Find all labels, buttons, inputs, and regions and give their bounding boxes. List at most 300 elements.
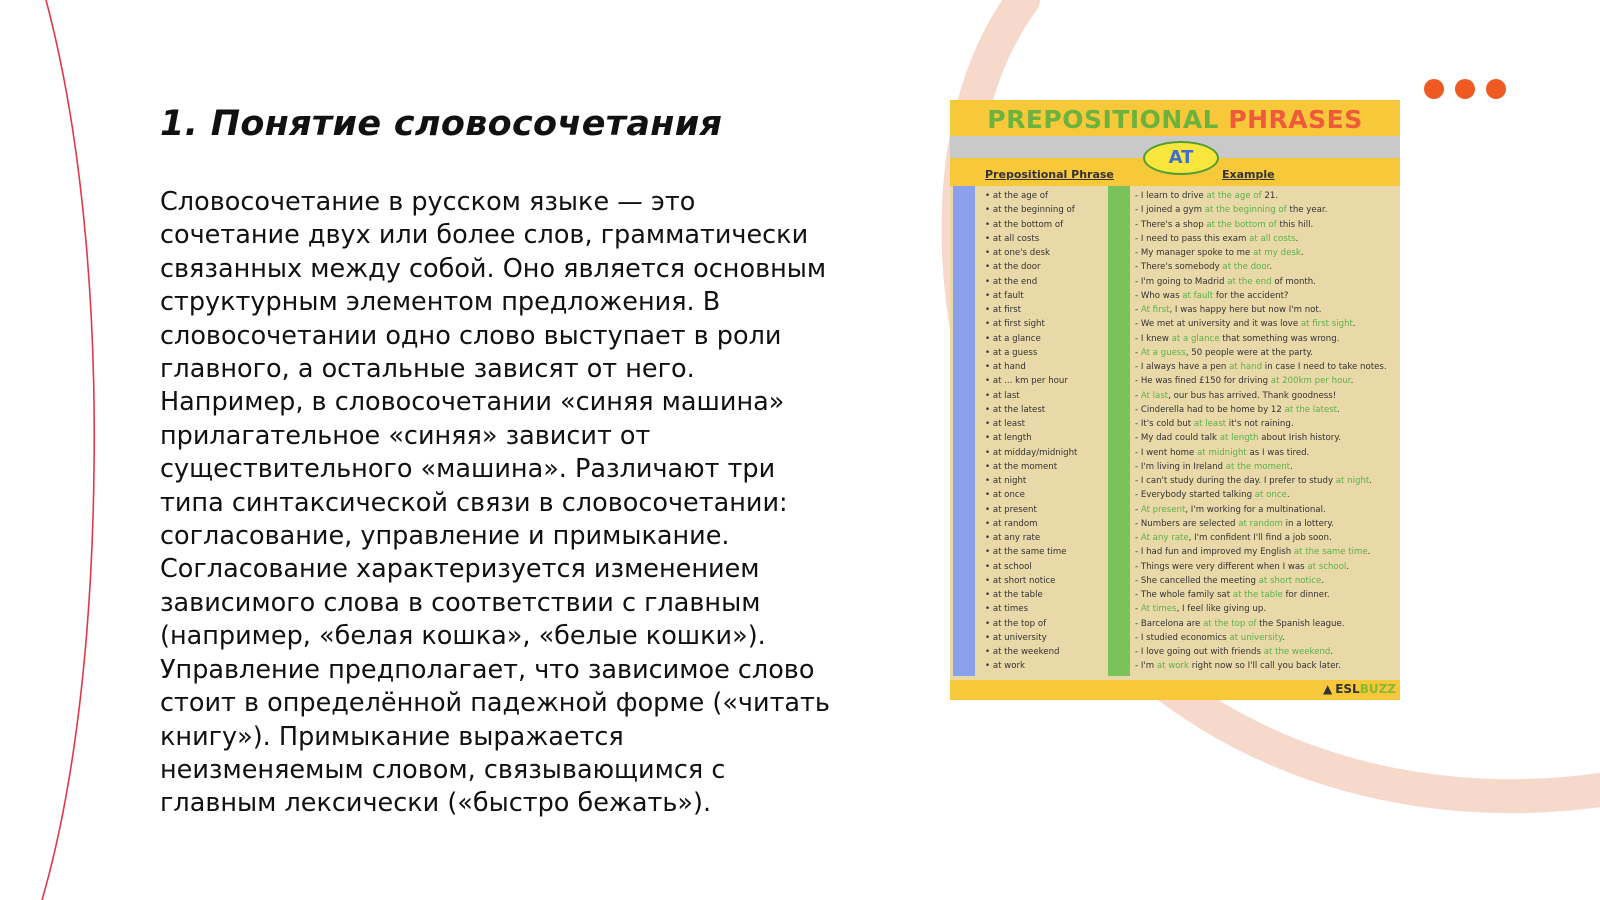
dash-icon: - (1135, 661, 1141, 672)
example-text: I knew (1140, 333, 1172, 344)
example-text: Barcelona are (1140, 618, 1204, 629)
dash-icon: - (1135, 290, 1141, 301)
left-accent-line (42, 0, 94, 900)
example-highlight: at 200km per hour (1270, 376, 1351, 387)
dash-icon: - (1135, 461, 1141, 472)
example-text: for the accident? (1213, 290, 1289, 301)
example-highlight: at the table (1232, 590, 1283, 600)
example-text: . (1269, 262, 1273, 273)
bullet-icon: • (985, 433, 993, 444)
dash-icon: - (1135, 219, 1141, 230)
body-text-line: книгу»). Примыкание выражается (160, 721, 624, 752)
phrase-label: at the top of (992, 618, 1047, 629)
phrase-label: at the same time (992, 547, 1067, 558)
example-sentence (1135, 291, 1289, 301)
example-sentence (1135, 391, 1336, 401)
body-text-line: типа синтаксической связи в словосочетании: (160, 487, 788, 518)
example-sentence (1135, 604, 1266, 614)
bullet-icon: • (985, 518, 993, 529)
phrase-label: at any rate (992, 533, 1041, 543)
bullet-icon: • (985, 248, 993, 258)
example-text: I learn to drive (1140, 191, 1207, 201)
dash-icon: - (1135, 547, 1141, 558)
dash-icon: - (1135, 248, 1141, 258)
dash-icon: - (1135, 647, 1141, 657)
example-highlight: at the door (1222, 262, 1270, 273)
example-text: There's a shop (1140, 219, 1207, 230)
body-text-line: прилагательное «синяя» зависит от (160, 420, 651, 451)
bullet-icon: • (985, 647, 993, 657)
body-text-line: (например, «белая кошка», «белые кошки»). (160, 621, 766, 652)
phrase-row (950, 489, 1400, 503)
example-sentence (1135, 234, 1298, 244)
example-highlight: at random (1238, 518, 1283, 529)
phrase-text (985, 505, 1037, 515)
example-text: I had fun and improved my English (1140, 547, 1294, 558)
dash-icon: - (1135, 376, 1141, 387)
dash-icon: - (1135, 518, 1141, 529)
phrase-label: at ... km per hour (992, 376, 1068, 387)
phrase-row (950, 618, 1400, 632)
phrase-label: at random (992, 518, 1038, 529)
example-text: that something was wrong. (1219, 333, 1340, 344)
body-text-line: неизменяемым словом, связывающимся с (160, 754, 726, 785)
example-highlight: at the bottom of (1206, 219, 1277, 230)
phrase-label: at school (992, 561, 1032, 572)
example-text: . (1350, 376, 1354, 387)
example-sentence (1135, 490, 1290, 500)
example-text: I love going out with friends (1140, 647, 1264, 657)
bullet-icon: • (985, 547, 993, 558)
example-sentence (1135, 519, 1334, 529)
phrase-text (985, 362, 1026, 372)
example-text: She cancelled the meeting (1140, 575, 1259, 586)
example-sentence (1135, 462, 1293, 472)
example-text: I studied economics (1140, 632, 1230, 643)
phrase-text (985, 519, 1038, 529)
body-text-line: Согласование характеризуется изменением (160, 554, 760, 585)
phrase-text (985, 376, 1068, 386)
example-highlight: at my desk (1253, 248, 1301, 258)
body-text-line: зависимого слова в соответствии с главным (160, 587, 761, 618)
dash-icon: - (1135, 276, 1141, 287)
phrase-text (985, 476, 1026, 486)
eslbuzz-logo (1323, 682, 1396, 696)
phrase-row (950, 304, 1400, 318)
dash-icon: - (1135, 604, 1141, 615)
dash-icon: - (1135, 191, 1141, 201)
example-text: , our bus has arrived. Thank goodness! (1168, 390, 1337, 401)
phrase-row (950, 247, 1400, 261)
bullet-icon: • (985, 362, 993, 372)
dash-icon: - (1135, 333, 1141, 344)
example-text: I can't study during the day. I prefer to study (1140, 476, 1336, 486)
phrase-text (985, 604, 1028, 614)
bullet-icon: • (985, 233, 993, 244)
example-sentence (1135, 448, 1309, 458)
example-sentence (1135, 661, 1341, 671)
example-text: I went home (1140, 447, 1198, 458)
example-highlight: at least (1193, 419, 1227, 429)
example-highlight: at school (1307, 561, 1347, 572)
example-text: , I'm working for a multinational. (1185, 504, 1326, 515)
example-highlight: at the top of (1203, 618, 1257, 629)
phrase-label: at the table (992, 590, 1043, 600)
dash-icon: - (1135, 233, 1141, 244)
example-text: My dad could talk (1140, 433, 1220, 444)
infographic-title-word-2: PHRASES (1228, 105, 1363, 134)
phrase-row (950, 575, 1400, 589)
example-highlight: at night (1335, 476, 1370, 486)
example-text: . (1290, 461, 1293, 472)
example-text: this hill. (1276, 219, 1314, 230)
example-sentence (1135, 305, 1322, 315)
phrase-text (985, 220, 1063, 230)
phrase-text (985, 262, 1041, 272)
example-text: . (1352, 319, 1356, 330)
dot-icon (1486, 79, 1506, 99)
graduation-cap-icon: ▲ (1322, 682, 1333, 696)
phrase-label: at first sight (992, 319, 1045, 330)
dash-icon: - (1135, 533, 1141, 543)
dash-icon: - (1135, 347, 1141, 358)
body-text-line: Словосочетание в русском языке — это (160, 187, 696, 217)
body-text-line: связанных между собой. Оно является основным (160, 253, 827, 284)
phrase-row (950, 660, 1400, 674)
example-text: I'm (1140, 661, 1157, 672)
example-text: The whole family sat (1140, 590, 1233, 600)
example-sentence (1135, 362, 1387, 372)
example-text: He was fined £150 for driving (1140, 376, 1271, 387)
phrase-label: at a glance (992, 333, 1041, 344)
example-sentence (1135, 419, 1294, 429)
dash-icon: - (1135, 476, 1141, 486)
phrase-row (950, 404, 1400, 418)
phrase-text (985, 448, 1077, 458)
example-text: Numbers are selected (1140, 518, 1239, 529)
brand-esl: ESL (1335, 682, 1360, 696)
phrase-row (950, 418, 1400, 432)
body-text-line: главным лексически («быстро бежать»). (160, 788, 712, 819)
phrase-text (985, 633, 1047, 643)
phrase-row (950, 532, 1400, 546)
phrase-text (985, 576, 1055, 586)
example-sentence (1135, 505, 1326, 515)
bullet-icon: • (985, 461, 993, 472)
body-text-line: сочетание двух или более слов, грамматически (160, 220, 809, 251)
example-highlight: at the end (1227, 276, 1272, 287)
phrase-label: at hand (992, 362, 1026, 372)
phrase-text (985, 391, 1020, 401)
example-text: Cinderella had to be home by 12 (1140, 404, 1285, 415)
body-text-line: словосочетании одно слово выступает в роли (160, 320, 782, 351)
dash-icon: - (1135, 504, 1141, 515)
example-highlight: at the age of (1206, 191, 1262, 201)
bullet-icon: • (985, 390, 993, 401)
dash-icon: - (1135, 618, 1141, 629)
column-header-phrase: Prepositional Phrase (985, 168, 1114, 181)
bullet-icon: • (985, 419, 993, 429)
dash-icon: - (1135, 447, 1141, 458)
phrase-text (985, 490, 1025, 500)
example-text: , I was happy here but now I'm not. (1169, 305, 1322, 315)
phrase-row (950, 204, 1400, 218)
slide-body-text (160, 186, 860, 821)
example-text: . (1346, 561, 1350, 572)
example-sentence (1135, 348, 1313, 358)
example-text: . (1321, 575, 1325, 586)
slide-title: 1. Понятие словосочетания (160, 104, 723, 144)
example-highlight: at fault (1182, 290, 1214, 301)
example-text: in case I need to take notes. (1262, 362, 1387, 372)
example-text: the Spanish league. (1256, 618, 1345, 629)
example-sentence (1135, 248, 1304, 258)
phrase-text (985, 619, 1046, 629)
example-text: 21. (1261, 191, 1279, 201)
example-sentence (1135, 547, 1370, 557)
bullet-icon: • (985, 205, 993, 216)
dash-icon: - (1135, 390, 1141, 401)
phrase-text (985, 234, 1039, 244)
phrase-row (950, 276, 1400, 290)
infographic-title-word-1: PREPOSITIONAL (987, 105, 1220, 134)
phrase-label: at once (992, 490, 1025, 501)
example-text: . (1300, 248, 1304, 258)
example-highlight: at once (1254, 490, 1287, 501)
example-highlight: at university (1229, 632, 1283, 643)
phrase-row (950, 546, 1400, 560)
decorative-dots (1424, 79, 1506, 99)
bullet-icon: • (985, 490, 993, 501)
phrase-text (985, 291, 1024, 301)
at-badge: AT (1143, 141, 1219, 175)
example-text: . (1369, 476, 1372, 486)
body-text-line: Управление предполагает, что зависимое слово (160, 654, 815, 685)
body-text-line: Например, в словосочетании «синяя машина» (160, 387, 785, 418)
bullet-icon: • (985, 575, 993, 586)
example-highlight: At times (1140, 604, 1177, 615)
phrase-label: at night (992, 476, 1027, 486)
phrase-text (985, 433, 1032, 443)
bullet-icon: • (985, 305, 993, 315)
phrase-text (985, 305, 1021, 315)
bullet-icon: • (985, 347, 993, 358)
example-highlight: At present (1140, 504, 1186, 515)
phrase-text (985, 590, 1043, 600)
phrase-row (950, 518, 1400, 532)
phrase-row (950, 561, 1400, 575)
dash-icon: - (1135, 419, 1141, 429)
body-text-line: существительного «машина». Различают три (160, 454, 776, 485)
example-sentence (1135, 334, 1339, 344)
phrase-row (950, 347, 1400, 361)
dash-icon: - (1135, 362, 1141, 372)
bullet-icon: • (985, 333, 993, 344)
phrase-text (985, 405, 1045, 415)
phrase-row (950, 219, 1400, 233)
bullet-icon: • (985, 319, 993, 330)
example-text: I'm going to Madrid (1140, 276, 1228, 287)
example-sentence (1135, 277, 1316, 287)
example-sentence (1135, 576, 1324, 586)
example-text: Things were very different when I was (1140, 561, 1308, 572)
example-sentence (1135, 633, 1285, 643)
phrase-text (985, 191, 1048, 201)
example-highlight: At first (1140, 305, 1170, 315)
phrase-label: at the weekend (992, 647, 1060, 657)
dot-icon (1455, 79, 1475, 99)
dash-icon: - (1135, 590, 1141, 600)
phrase-row (950, 603, 1400, 617)
phrase-row (950, 361, 1400, 375)
bullet-icon: • (985, 376, 993, 387)
bullet-icon: • (985, 661, 993, 672)
example-highlight: at the latest (1284, 404, 1337, 415)
bullet-icon: • (985, 618, 993, 629)
phrase-row (950, 375, 1400, 389)
example-text: I need to pass this exam (1140, 233, 1250, 244)
phrase-text (985, 647, 1059, 657)
body-text-line: стоит в определённой падежной форме («читать (160, 688, 830, 719)
phrase-row (950, 432, 1400, 446)
example-highlight: at work (1156, 661, 1190, 672)
example-sentence (1135, 619, 1345, 629)
example-text: , I feel like giving up. (1176, 604, 1267, 615)
example-highlight: At last (1140, 390, 1169, 401)
phrase-label: at the age of (992, 191, 1049, 201)
phrase-row (950, 632, 1400, 646)
example-text: . (1336, 404, 1340, 415)
example-highlight: At a guess (1140, 347, 1186, 358)
example-text: of month. (1271, 276, 1316, 287)
phrase-text (985, 277, 1037, 287)
example-highlight: at short notice (1258, 575, 1322, 586)
phrase-label: at last (992, 390, 1020, 401)
dash-icon: - (1135, 433, 1141, 444)
example-text: I joined a gym (1140, 205, 1205, 216)
example-highlight: at the weekend (1263, 647, 1331, 657)
example-highlight: at a glance (1171, 333, 1220, 344)
example-sentence (1135, 376, 1353, 386)
example-text: right now so I'll call you back later. (1189, 661, 1341, 672)
dash-icon: - (1135, 205, 1141, 216)
example-text: Everybody started talking (1140, 490, 1255, 501)
phrase-label: at short notice (992, 575, 1056, 586)
phrase-label: at midday/midnight (992, 447, 1078, 458)
bullet-icon: • (985, 590, 993, 600)
example-sentence (1135, 647, 1333, 657)
phrase-row (950, 447, 1400, 461)
example-text: I'm living in Ireland (1140, 461, 1226, 472)
example-text: it's not raining. (1226, 419, 1294, 429)
example-highlight: At any rate (1140, 533, 1189, 543)
body-text-line: структурным элементом предложения. В (160, 287, 721, 318)
phrase-text (985, 319, 1045, 329)
example-highlight: at the same time (1293, 547, 1368, 558)
bullet-icon: • (985, 290, 993, 301)
phrase-rows (950, 190, 1400, 675)
phrase-label: at the door (992, 262, 1041, 273)
example-sentence (1135, 405, 1340, 415)
phrase-label: at the beginning of (992, 205, 1075, 216)
phrase-row (950, 333, 1400, 347)
phrase-row (950, 475, 1400, 489)
bullet-icon: • (985, 504, 993, 515)
phrase-label: at length (992, 433, 1032, 444)
bullet-icon: • (985, 276, 993, 287)
example-text: My manager spoke to me (1140, 248, 1254, 258)
dash-icon: - (1135, 490, 1141, 501)
phrase-text (985, 334, 1041, 344)
example-text: I always have a pen (1140, 362, 1230, 372)
example-sentence (1135, 590, 1330, 600)
phrase-row (950, 261, 1400, 275)
example-text: for dinner. (1282, 590, 1330, 600)
example-highlight: at length (1219, 433, 1259, 444)
example-text: . (1286, 490, 1290, 501)
phrase-label: at present (992, 504, 1037, 515)
phrase-row (950, 233, 1400, 247)
example-text: the year. (1286, 205, 1328, 216)
prepositional-phrases-infographic (950, 100, 1400, 700)
example-sentence (1135, 262, 1272, 272)
phrase-label: at the end (992, 276, 1038, 287)
example-highlight: at first sight (1300, 319, 1353, 330)
example-highlight: at hand (1229, 362, 1263, 372)
phrase-label: at fault (992, 290, 1024, 301)
example-text: . (1282, 632, 1285, 643)
example-text: , I'm confident I'll find a job soon. (1188, 533, 1332, 543)
phrase-row (950, 290, 1400, 304)
phrase-label: at the moment (992, 461, 1058, 472)
phrase-label: at first (992, 305, 1021, 315)
bullet-icon: • (985, 632, 993, 643)
example-text: . (1295, 233, 1299, 244)
example-text: There's somebody (1140, 262, 1223, 273)
phrase-row (950, 646, 1400, 660)
phrase-label: at work (992, 661, 1025, 672)
phrase-label: at times (992, 604, 1029, 615)
example-sentence (1135, 319, 1356, 329)
example-sentence (1135, 562, 1349, 572)
phrase-text (985, 533, 1040, 543)
dash-icon: - (1135, 305, 1141, 315)
bullet-icon: • (985, 447, 993, 458)
example-text: Who was (1140, 290, 1183, 301)
phrase-row (950, 318, 1400, 332)
example-sentence (1135, 205, 1327, 215)
phrase-text (985, 248, 1050, 258)
phrase-label: at university (992, 632, 1047, 643)
phrase-label: at one's desk (992, 248, 1050, 258)
example-text: in a lottery. (1282, 518, 1335, 529)
example-highlight: at the moment (1225, 461, 1291, 472)
brand-buzz: BUZZ (1359, 682, 1396, 696)
example-highlight: at the beginning of (1204, 205, 1287, 216)
dash-icon: - (1135, 319, 1141, 330)
dash-icon: - (1135, 404, 1141, 415)
example-text: It's cold but (1140, 419, 1194, 429)
phrase-text (985, 348, 1037, 358)
example-text: . (1330, 647, 1334, 657)
example-sentence (1135, 533, 1332, 543)
bullet-icon: • (985, 219, 993, 230)
example-highlight: at all costs (1249, 233, 1296, 244)
bullet-icon: • (985, 476, 993, 486)
phrase-text (985, 661, 1025, 671)
dash-icon: - (1135, 632, 1141, 643)
bullet-icon: • (985, 262, 993, 273)
